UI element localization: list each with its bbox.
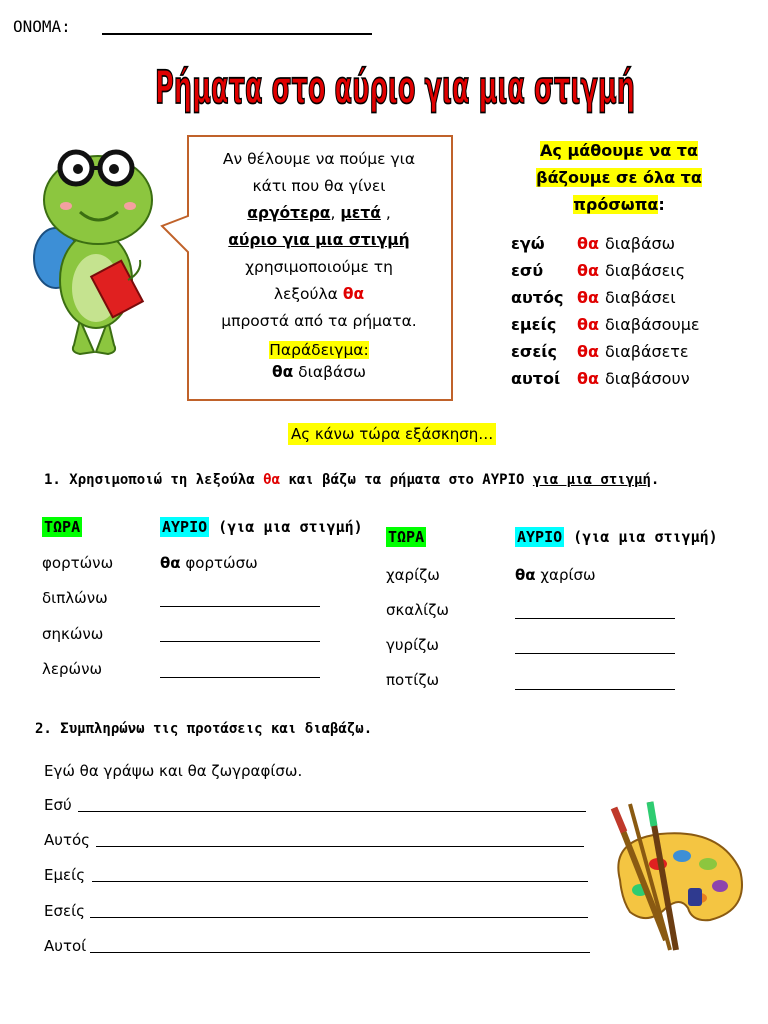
- answer-line[interactable]: [160, 677, 320, 678]
- verb-right: γυρίζω: [386, 636, 439, 654]
- conjugation-row: [511, 230, 700, 257]
- exercise1-heading: 1. Χρησιμοποιώ τη λεξούλα θα και βάζω τα ρήματα στο ΑΥΡΙΟ για μια στιγμή.: [44, 472, 660, 488]
- answer-line[interactable]: [160, 641, 320, 642]
- example-sentence: Εγώ θα γράψω και θα ζωγραφίσω.: [44, 762, 303, 780]
- fill-pronoun: Εσύ: [44, 796, 72, 814]
- col-now-left: ΤΩΡΑ: [44, 518, 81, 536]
- word-later: αργότερα: [247, 204, 331, 222]
- tha-word: θα: [342, 285, 365, 303]
- verb-form: διαβάσουμε: [605, 315, 700, 334]
- fill-pronoun: Αυτοί: [44, 937, 87, 955]
- bubble-text: [188, 146, 450, 383]
- verb-left: φορτώνω: [42, 554, 114, 572]
- tha-word: θα: [577, 369, 599, 388]
- bubble-line: κάτι που θα γίνει: [252, 177, 386, 195]
- col-now-right: ΤΩΡΑ: [388, 528, 425, 546]
- pronoun: εμείς: [511, 315, 557, 334]
- verb-left: σηκώνω: [42, 625, 104, 643]
- practice-banner: Ας κάνω τώρα εξάσκηση…: [288, 423, 496, 445]
- conjugation-row: [511, 338, 700, 365]
- fill-line[interactable]: [90, 952, 590, 953]
- example-label: Παράδειγμα:: [269, 341, 369, 359]
- conjugation-row: [511, 365, 700, 392]
- bubble-line: αργότερα, μετά ,: [247, 204, 391, 222]
- fill-line[interactable]: [92, 881, 588, 882]
- word-tomorrow: αύριο για μια στιγμή: [228, 231, 410, 249]
- verb-form: διαβάσω: [605, 234, 676, 253]
- bubble-line: μπροστά από τα ρήματα.: [221, 312, 417, 330]
- col-tomorrow-right: ΑΥΡΙΟ (για μια στιγμή): [517, 528, 718, 546]
- bubble-line: χρησιμοποιούμε τη: [245, 258, 393, 276]
- answer-line[interactable]: [160, 606, 320, 607]
- name-label: ΟΝΟΜΑ:: [13, 17, 71, 36]
- verb-form: διαβάσει: [605, 288, 676, 307]
- fill-pronoun: Εσείς: [44, 902, 85, 920]
- fill-pronoun: Αυτός: [44, 831, 90, 849]
- example-verb: διαβάσω: [293, 363, 367, 381]
- word-after: μετά: [340, 204, 381, 222]
- conjugation-list: [511, 230, 700, 392]
- bubble-line: Αν θέλουμε να πούμε για: [222, 150, 416, 168]
- answer-line[interactable]: [515, 618, 675, 619]
- pronoun: εσείς: [511, 342, 557, 361]
- col-tomorrow-left: ΑΥΡΙΟ (για μια στιγμή): [162, 518, 363, 536]
- bubble-line: λεξούλα θα: [273, 285, 365, 303]
- tha-word: θα: [577, 342, 599, 361]
- verb-right: ποτίζω: [386, 671, 440, 689]
- verb-right: σκαλίζω: [386, 601, 449, 619]
- verb-form: διαβάσουν: [605, 369, 690, 388]
- answer-line[interactable]: [515, 653, 675, 654]
- answer-line[interactable]: [515, 689, 675, 690]
- fill-pronoun: Εμείς: [44, 866, 86, 884]
- tha-word: θα: [577, 315, 599, 334]
- frog-mascot-icon: [30, 140, 160, 370]
- pronoun: εγώ: [511, 234, 545, 253]
- conjugation-row: [511, 257, 700, 284]
- verb-left: λερώνω: [42, 660, 103, 678]
- pronoun: εσύ: [511, 261, 544, 280]
- fill-line[interactable]: [96, 846, 584, 847]
- paint-palette-icon: [600, 800, 750, 960]
- fill-line[interactable]: [90, 917, 588, 918]
- example-tha: θα: [271, 363, 294, 381]
- verb-form: διαβάσεις: [605, 261, 686, 280]
- verb-left: διπλώνω: [42, 589, 108, 607]
- name-input-line[interactable]: [102, 33, 372, 35]
- answer-example-left: θα φορτώσω: [160, 554, 258, 572]
- title-text: Ρήματα στο αύριο για μια στιγμή: [155, 61, 636, 115]
- tha-word: θα: [577, 288, 599, 307]
- learn-heading: Ας μάθουμε να τα βάζουμε σε όλα τα πρόσωπα:: [536, 141, 702, 214]
- pronoun: αυτός: [511, 288, 564, 307]
- page-title: [150, 52, 640, 122]
- pronoun: αυτοί: [511, 369, 561, 388]
- conjugation-row: [511, 284, 700, 311]
- answer-example-right: θα χαρίσω: [515, 566, 596, 584]
- exercise2-heading: 2. Συμπληρώνω τις προτάσεις και διαβάζω.: [35, 721, 373, 737]
- tha-word: θα: [577, 261, 599, 280]
- verb-form: διαβάσετε: [605, 342, 689, 361]
- conjugation-row: [511, 311, 700, 338]
- tha-word: θα: [577, 234, 599, 253]
- fill-line[interactable]: [78, 811, 586, 812]
- verb-right: χαρίζω: [386, 566, 440, 584]
